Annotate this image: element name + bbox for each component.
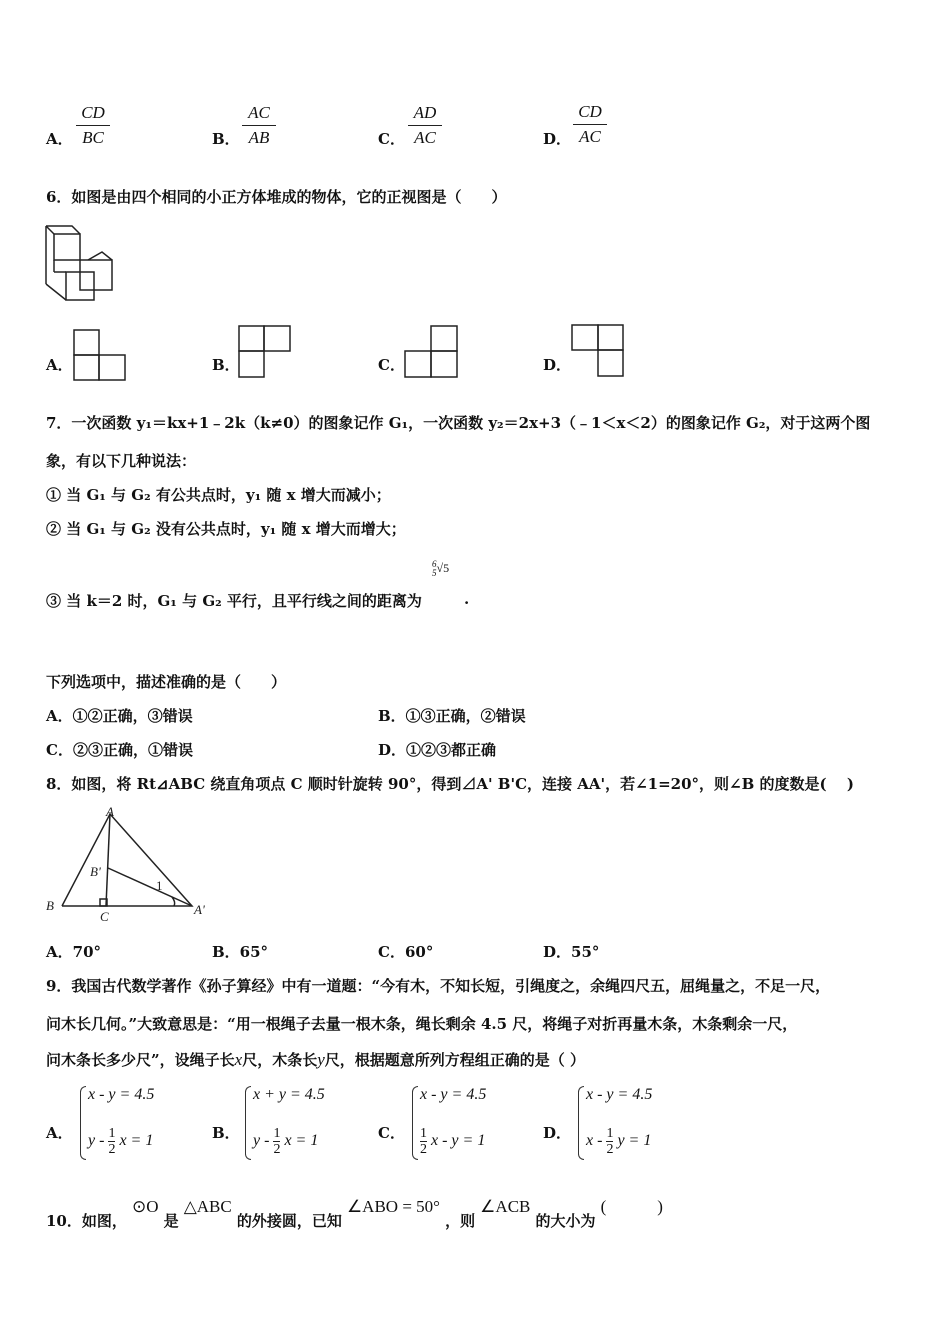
q10-part-b: 是 [163,1212,179,1230]
q8-option-b: B．65° [212,943,269,961]
q10-part-e: 的大小为 [535,1212,596,1230]
q7-stem-line2: 象，有以下几种说法： [46,452,197,470]
q7-stem-line1: 7．一次函数 y₁＝kx+1﹣2k（k≠0）的图象记作 G₁，一次函数 y₂＝2x+3（﹣1＜x＜2）的图象记作 G₂，对于这两个图 [46,414,871,432]
label-A: A [106,806,114,819]
numerator: 1 [108,1126,116,1141]
q7-option-a: A．①②正确，③错误 [46,707,193,725]
q9-line3-part-a: 问木条长多少尺”，设绳子长 [46,1051,235,1069]
q7-option-c: C．②③正确，①错误 [46,741,193,759]
angle-abo: ∠ABO = 50° [346,1197,440,1216]
q5-option-c-fraction [408,102,442,149]
q6-option-d-figure [571,324,627,378]
numerator: AC [248,103,270,122]
q7-distance-value [432,560,449,578]
denominator: 2 [108,1142,116,1157]
eq2-left: x - [586,1132,603,1150]
q8-option-d: D．55° [543,943,600,961]
q9-line3-part-b: 尺，木条长 [242,1051,318,1069]
var-x: x [234,1050,243,1069]
q6-option-c-label: C． [378,356,405,374]
q9-option-c-eq1: x - y = 4.5 [420,1086,487,1103]
q9-line3 [46,1049,585,1070]
eq2-right: y = 1 [617,1132,652,1150]
numerator: CD [578,102,602,121]
numerator: 1 [420,1126,427,1141]
q8-option-c: C．60° [378,943,434,961]
eq2-left: y - [88,1132,105,1150]
q10-part-a: 10．如图， [46,1212,127,1230]
q9-option-a-label: A． [46,1124,73,1142]
q7-option-d: D．①②③都正确 [378,741,497,759]
q6-option-d-label: D． [543,356,572,374]
denominator: BC [82,128,104,147]
q9-option-b-label: B． [212,1124,240,1142]
q6-stem: 6．如图是由四个相同的小正方体堆成的物体，它的正视图是（ ） [46,188,507,206]
q5-option-d-label: D． [543,130,572,148]
q5-option-c-label: C． [378,130,405,148]
q8-triangle-figure [44,806,214,924]
denominator: 5 [432,568,437,578]
q6-option-a-label: A． [46,356,73,374]
brace [578,1086,584,1160]
q8-stem: 8．如图，将 Rt⊿ABC 绕直角项点 C 顺时针旋转 90°，得到⊿A' B'C，连接 AA'，若∠1=20°，则∠B 的度数是( ) [46,775,854,793]
q6-option-c-figure [404,325,460,379]
q9-option-a-eq1: x - y = 4.5 [88,1086,155,1103]
q9-option-c-eq2 [420,1126,485,1157]
q9-option-c-label: C． [378,1124,405,1142]
q9-line2: 问木长几何。”大致意思是：“用一根绳子去量一根木条，绳长剩余 4.5 尺，将绳子对折再量木条，木条剩余一尺， [46,1015,798,1033]
q10-part-c: 的外接圆，已知 [236,1212,342,1230]
label-B-prime: B' [90,864,101,879]
eq2-right: x = 1 [284,1132,319,1150]
q6-option-b-label: B． [212,356,240,374]
denominator: 2 [420,1142,427,1157]
q6-cube-figure [44,224,116,302]
q7-statement-2: ② 当 G₁ 与 G₂ 没有公共点时，y₁ 随 x 增大而增大； [46,520,406,538]
q9-option-d-eq1: x - y = 4.5 [586,1086,653,1103]
denominator: AC [579,127,601,146]
q9-option-d-label: D． [543,1124,572,1142]
brace [412,1086,418,1160]
q7-statement-1: ① 当 G₁ 与 G₂ 有公共点时，y₁ 随 x 增大而减小； [46,486,391,504]
radical: √5 [436,560,450,575]
brace [245,1086,251,1160]
q5-option-d-fraction [573,101,607,148]
numerator: 6 [432,559,437,569]
q7-prompt: 下列选项中，描述准确的是（ ） [46,673,287,691]
numerator: 1 [273,1126,281,1141]
eq2-right: x = 1 [119,1132,154,1150]
q7-option-b: B．①③正确，②错误 [378,707,526,725]
label-C: C [100,909,109,924]
brace [80,1086,86,1160]
q9-option-a-eq2 [88,1126,153,1157]
q6-option-b-figure [238,325,292,379]
label-A-prime: A' [194,902,205,917]
denominator: 2 [606,1142,614,1157]
circle-o-symbol: ⊙O [131,1197,159,1216]
triangle-abc: △ABC [183,1197,232,1216]
answer-parentheses: ( ) [600,1197,663,1216]
q9-option-d-eq2 [586,1126,651,1157]
q9-option-b-eq1: x + y = 4.5 [253,1086,325,1103]
label-B: B [46,898,54,913]
numerator: CD [81,103,105,122]
q10-part-d: ，则 [445,1212,476,1230]
q5-option-a-label: A． [46,130,73,148]
denominator: AC [414,128,436,147]
q5-option-b-fraction [242,102,276,149]
angle-acb: ∠ACB [480,1197,531,1216]
label-angle-1: 1 [156,878,163,893]
numerator: AD [413,103,437,122]
q5-option-a-fraction [76,102,110,149]
q10-stem [46,1192,663,1230]
q8-option-a: A．70° [46,943,102,961]
denominator: AB [248,128,270,147]
numerator: 1 [606,1126,614,1141]
q7-statement-3: ③ 当 k＝2 时，G₁ 与 G₂ 平行，且平行线之间的距离为 [46,592,422,610]
var-y: y [317,1050,325,1069]
q6-option-a-figure [73,329,127,381]
q5-option-b-label: B． [212,130,240,148]
eq2-left: y - [253,1132,270,1150]
q9-option-b-eq2 [253,1126,318,1157]
q7-statement-3-end: . [464,590,470,608]
q9-line3-part-c: 尺，根据题意所列方程组正确的是（ ） [324,1051,585,1069]
eq2-right: x - y = 1 [431,1132,486,1150]
q9-line1: 9．我国古代数学著作《孙子算经》中有一道题：“今有木，不知长短，引绳度之，余绳四尺五，屈绳量之，不足一尺， [46,977,831,995]
denominator: 2 [273,1142,281,1157]
